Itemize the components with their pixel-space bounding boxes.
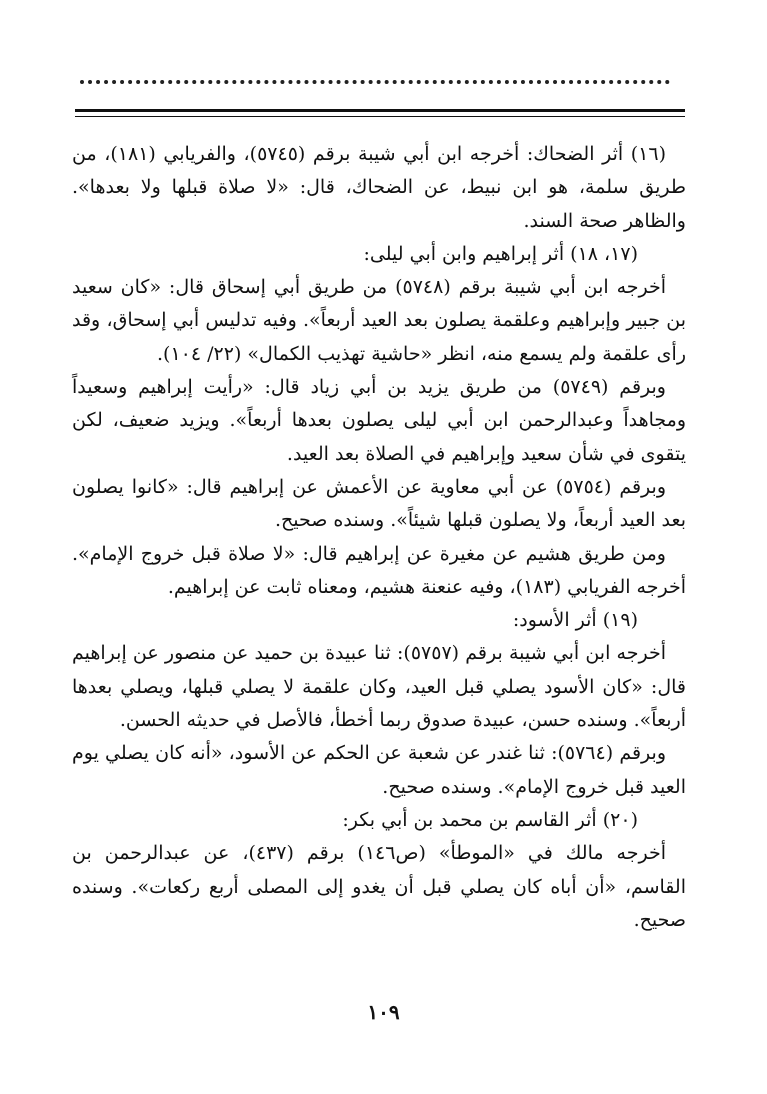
header-dotted-rule bbox=[80, 80, 670, 84]
paragraph-athar-17-18-c: وبرقم (٥٧٥٤) عن أبي معاوية عن الأعمش عن إبراهيم قال: «كانوا يصلون بعد العيد أربعاً، ولا يصلون قبلها شيئاً». وسنده صحيح. bbox=[72, 475, 686, 532]
paragraph-athar-20: أخرجه مالك في «الموطأ» (ص١٤٦) برقم (٤٣٧)، عن عبدالرحمن بن القاسم، «أن أباه كان يصلي قبل أن يغدو إلى المصلى أربع ركعات». وسنده صحيح. bbox=[72, 842, 686, 931]
heading-athar-17-18: (١٧، ١٨) أثر إبراهيم وابن أبي ليلى: bbox=[363, 242, 638, 265]
page-number: ١٠٩ bbox=[367, 1000, 400, 1024]
paragraph-athar-19-b: وبرقم (٥٧٦٤): ثنا غندر عن شعبة عن الحكم عن الأسود، «أنه كان يصلي يوم العيد قبل خروج الإمام». وسنده صحيح. bbox=[72, 742, 686, 798]
page-body bbox=[72, 138, 686, 937]
header-thick-rule bbox=[75, 109, 685, 112]
heading-athar-20: (٢٠) أثر القاسم بن محمد بن أبي بكر: bbox=[342, 808, 638, 831]
paragraph-athar-19-a: أخرجه ابن أبي شيبة برقم (٥٧٥٧): ثنا عبيدة بن حميد عن منصور عن إبراهيم قال: «كان الأسود يصلي قبل العيد، وكان علقمة لا يصلي قبلها، ويصلي بعدها أربعاً». وسنده حسن، عبيدة صدوق ربما أخطأ، فالأصل في حديثه الحسن. bbox=[72, 642, 686, 732]
paragraph-athar-17-18-a: أخرجه ابن أبي شيبة برقم (٥٧٤٨) من طريق أبي إسحاق قال: «كان سعيد بن جبير وإبراهيم وعلقمة يصلون بعد العيد أربعاً». وفيه تدليس أبي إسحاق، وقد رأى علقمة ولم يسمع منه، انظر «حاشية تهذيب الكمال» (٢٢/ ١٠٤). bbox=[72, 276, 686, 365]
heading-athar-19: (١٩) أثر الأسود: bbox=[512, 609, 638, 632]
header-thin-rule bbox=[75, 116, 685, 117]
paragraph-athar-16: (١٦) أثر الضحاك: أخرجه ابن أبي شيبة برقم (٥٧٤٥)، والفريابي (١٨١)، من طريق سلمة، هو ابن نبيط، عن الضحاك، قال: «لا صلاة قبلها ولا بعدها». والظاهر صحة السند. bbox=[72, 143, 686, 232]
paragraph-athar-17-18-d: ومن طريق هشيم عن مغيرة عن إبراهيم قال: «لا صلاة قبل خروج الإمام». أخرجه الفريابي (١٨٣)، وفيه عنعنة هشيم، ومعناه ثابت عن إبراهيم. bbox=[72, 542, 686, 598]
paragraph-athar-17-18-b: وبرقم (٥٧٤٩) من طريق يزيد بن أبي زياد قال: «رأيت إبراهيم وسعيداً ومجاهداً وعبدالرحمن ابن أبي ليلى يصلون بعدها أربعاً». ويزيد ضعيف، لكن يتقوى في شأن سعيد وإبراهيم في الصلاة بعد العيد. bbox=[72, 376, 686, 465]
